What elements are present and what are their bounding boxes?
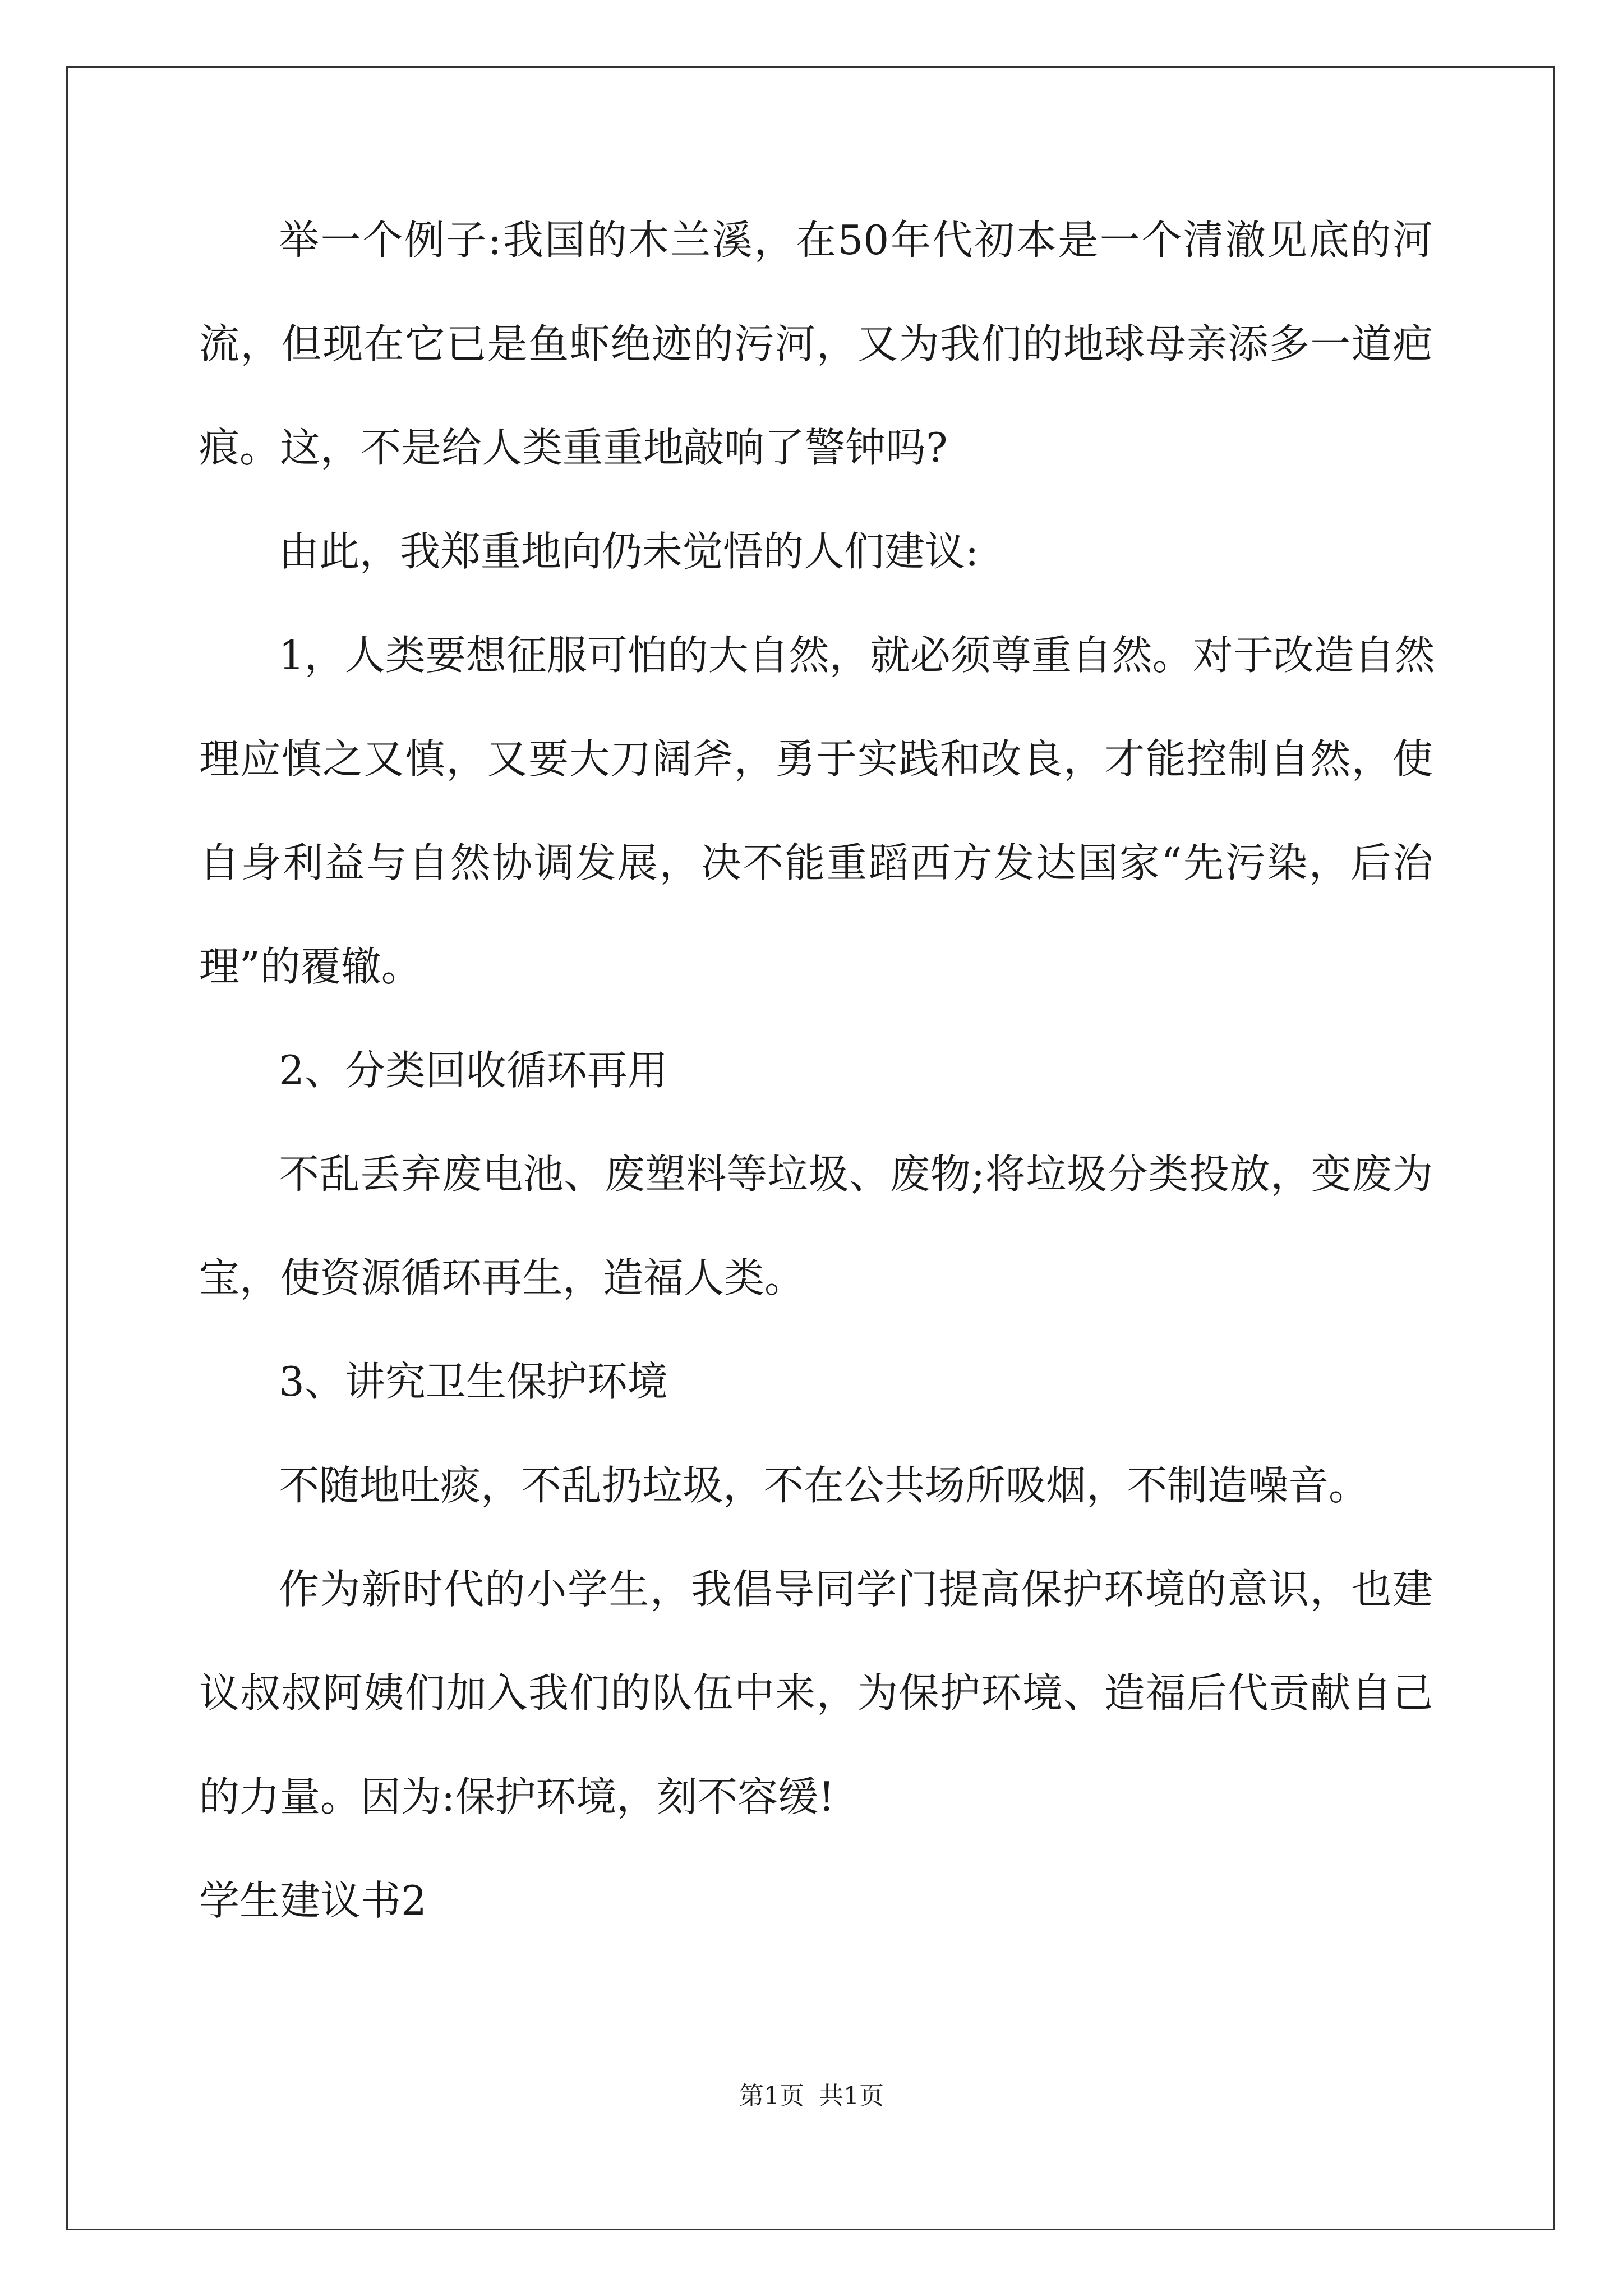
- paragraph-example-line-1: 举一个例子:我国的木兰溪，在50年代初本是一个清澈见底的河: [279, 217, 1433, 264]
- page-footer: [0, 2076, 1623, 2111]
- closing-line-1: 作为新时代的小学生，我倡导同学门提高保护环境的意识，也建: [279, 1566, 1433, 1613]
- suggestion-2-heading: 2、分类回收循环再用: [279, 1047, 668, 1094]
- suggestion-3-heading: 3、讲究卫生保护环境: [279, 1358, 668, 1405]
- suggestion-1-line-2: 理应慎之又慎，又要大刀阔斧，勇于实践和改良，才能控制自然，使: [199, 735, 1433, 783]
- page-total: 共1页: [819, 2082, 884, 2110]
- suggestion-1-line-1: 1，人类要想征服可怕的大自然，就必须尊重自然。对于改造自然: [279, 632, 1435, 679]
- suggestion-2-line-1: 不乱丢弃废电池、废塑料等垃圾、废物;将垃圾分类投放，变废为: [279, 1151, 1433, 1198]
- paragraph-example-line-3: 痕。这，不是给人类重重地敲响了警钟吗?: [199, 424, 948, 471]
- section-heading: 学生建议书2: [199, 1877, 427, 1924]
- suggestion-2-line-2: 宝，使资源循环再生，造福人类。: [199, 1254, 805, 1301]
- closing-line-3: 的力量。因为:保护环境，刻不容缓!: [199, 1773, 835, 1820]
- page-number: 第1页: [739, 2082, 804, 2110]
- paragraph-intro-line: 由此，我郑重地向仍未觉悟的人们建议:: [279, 528, 979, 575]
- suggestion-3-line-1: 不随地吐痰，不乱扔垃圾，不在公共场所吸烟，不制造噪音。: [279, 1462, 1370, 1509]
- suggestion-1-line-4: 理”的覆辙。: [199, 943, 422, 990]
- closing-line-2: 议叔叔阿姨们加入我们的队伍中来，为保护环境、造福后代贡献自己: [199, 1669, 1433, 1717]
- suggestion-1-line-3: 自身利益与自然协调发展，决不能重蹈西方发达国家“先污染，后治: [199, 839, 1433, 886]
- paragraph-example-line-2: 流，但现在它已是鱼虾绝迹的污河，又为我们的地球母亲添多一道疤: [199, 320, 1433, 367]
